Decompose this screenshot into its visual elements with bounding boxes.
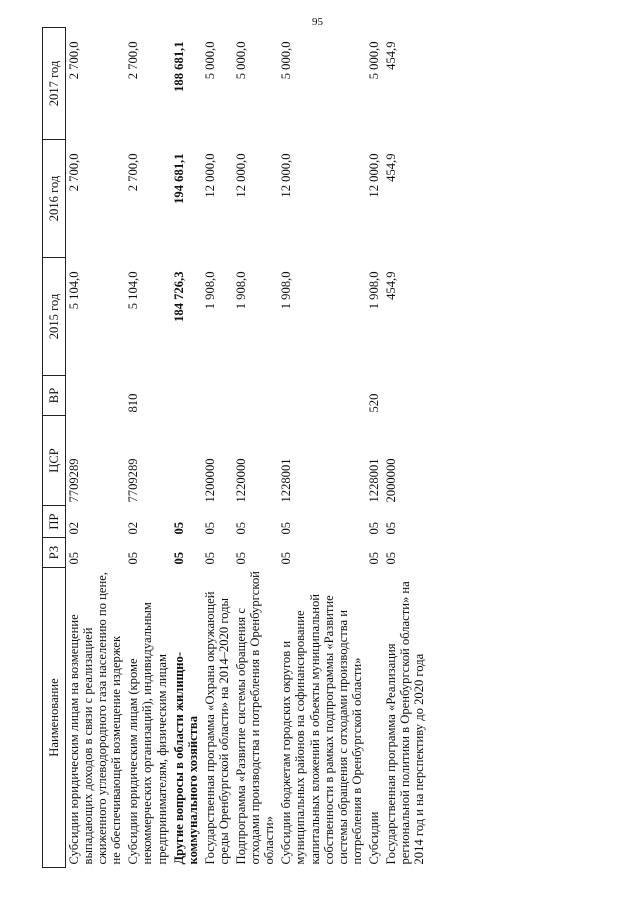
header-2017: 2017 год [43, 28, 66, 140]
row-2017: 188 681,1 [171, 41, 186, 92]
row-name: Другие вопросы в области жилищно-коммунального хозяйства [171, 651, 200, 865]
row-rz: 05 [366, 551, 381, 565]
row-pr: 02 [67, 521, 81, 535]
row-vr [233, 376, 278, 416]
row-2016: 12 000,0 [366, 153, 381, 198]
row-pr: 05 [202, 521, 217, 535]
table-row [366, 28, 383, 868]
row-2017: 5 000,0 [279, 41, 294, 80]
row-vr [202, 376, 233, 416]
row-2017: 454,9 [383, 41, 398, 70]
row-2017: 2 700,0 [67, 41, 81, 80]
table-row [233, 28, 278, 868]
budget-table [42, 27, 428, 868]
row-rz: 05 [171, 551, 186, 565]
row-name: Субсидии юридическим лицам (кроме некоммерческих организаций), индивидуальным предпринимателям, физическим лицам [126, 602, 169, 865]
table-header-row [43, 28, 66, 868]
row-2015: 454,9 [383, 271, 398, 300]
row-pr: 02 [126, 521, 141, 535]
row-vr: 520 [366, 393, 381, 413]
row-rz: 05 [202, 551, 217, 565]
row-name: Государственная программа «Реализация региональной политики в Оренбургской области» на 2014 год и на перспективу до 2020 года [383, 581, 427, 865]
row-csr: 7709289 [126, 458, 141, 503]
row-2015: 1 908,0 [279, 271, 294, 310]
header-2016: 2016 год [43, 140, 66, 258]
row-2016: 12 000,0 [234, 153, 249, 198]
table-row [278, 28, 366, 868]
row-csr: 7709289 [67, 458, 81, 503]
row-2016: 2 700,0 [67, 153, 81, 192]
row-2016: 12 000,0 [279, 153, 294, 198]
row-2015: 1 908,0 [202, 271, 217, 310]
row-2017: 5 000,0 [202, 41, 217, 80]
row-name: Субсидии [366, 811, 381, 865]
row-2015: 5 104,0 [67, 271, 81, 310]
row-pr: 05 [383, 521, 398, 535]
row-2015: 184 726,3 [171, 271, 186, 322]
row-rz: 05 [67, 551, 81, 565]
row-rz: 05 [126, 551, 141, 565]
table-row [202, 28, 233, 868]
row-2016: 194 681,1 [171, 153, 186, 204]
table-row [383, 28, 428, 868]
table-row [66, 28, 126, 868]
row-vr [278, 376, 366, 416]
row-2016: 2 700,0 [126, 153, 141, 192]
row-name: Субсидии юридическим лицам на возмещение выпадающих доходов в связи с реализацией сжиженного углеводородного газа населению по цене, не обеспечивающей возмещение издержек [67, 572, 124, 865]
row-vr: 810 [126, 393, 141, 413]
header-name: Наименование [43, 568, 66, 868]
row-vr [383, 376, 428, 416]
row-csr: 1228001 [279, 458, 294, 503]
header-rz: РЗ [43, 538, 66, 568]
row-csr: 1228001 [366, 458, 381, 503]
row-rz: 05 [383, 551, 398, 565]
header-csr: ЦСР [43, 416, 66, 506]
row-2017: 5 000,0 [366, 41, 381, 80]
row-pr: 05 [279, 521, 294, 535]
table-row [125, 28, 170, 868]
header-pr: ПР [43, 506, 66, 538]
row-2017: 5 000,0 [234, 41, 249, 80]
row-pr: 05 [234, 521, 249, 535]
row-csr: 1220000 [234, 458, 249, 503]
row-csr: 1200000 [202, 458, 217, 503]
header-vr: ВР [43, 376, 66, 416]
page-number: 95 [312, 16, 323, 28]
row-2015: 1 908,0 [366, 271, 381, 310]
row-2016: 454,9 [383, 153, 398, 182]
row-pr: 05 [171, 521, 186, 535]
row-2017: 2 700,0 [126, 41, 141, 80]
row-name: Субсидии бюджетам городских округов и муниципальных районов на софинансирование капитальных вложений в объекты муниципальной собственности в рамках подпрограммы «Развитие системы обращения с отходами производства и потребления в Оренбургской области» [279, 593, 364, 865]
row-pr: 05 [366, 521, 381, 535]
header-2015: 2015 год [43, 258, 66, 376]
row-2015: 5 104,0 [126, 271, 141, 310]
row-csr: 2000000 [383, 458, 398, 503]
row-rz: 05 [279, 551, 294, 565]
row-csr [171, 416, 202, 506]
row-vr [171, 376, 202, 416]
row-vr [66, 376, 126, 416]
budget-table-rotated [42, 28, 632, 868]
row-name: Государственная программа «Охрана окружающей среды Оренбургской области» на 2014–2020 годы [202, 591, 231, 865]
row-name: Подпрограмма «Развитие системы обращения с отходами производства и потребления в Оренбургской области» [234, 571, 277, 865]
row-2015: 1 908,0 [234, 271, 249, 310]
row-2016: 12 000,0 [202, 153, 217, 198]
row-rz: 05 [234, 551, 249, 565]
table-row [171, 28, 202, 868]
